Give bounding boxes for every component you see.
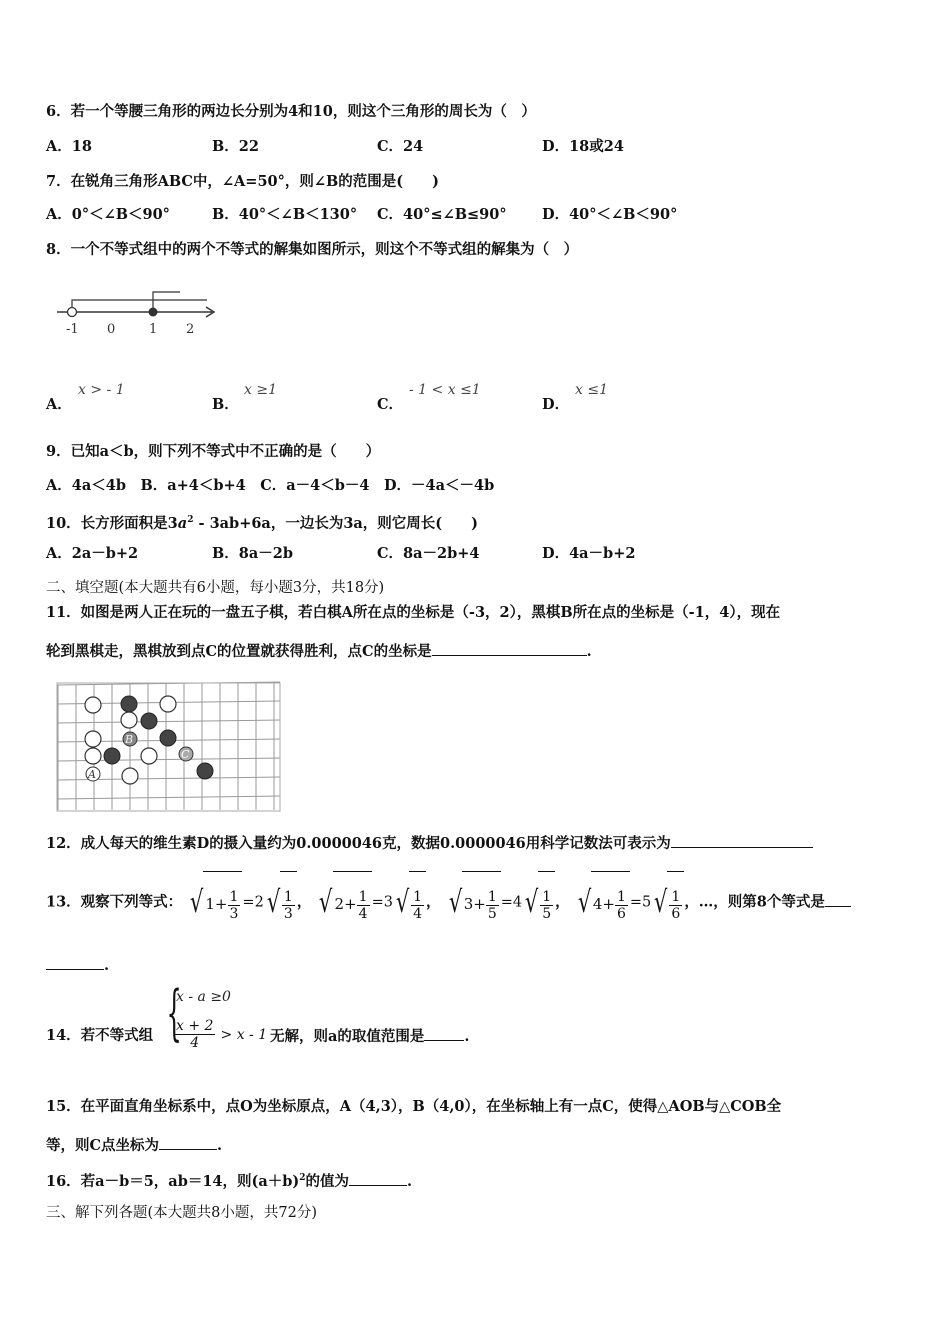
q7-option-b: B．40°＜∠B＜130° xyxy=(212,206,358,223)
q6-option-b: B．22 xyxy=(212,138,259,155)
black-stone xyxy=(104,748,120,764)
q15-end: . xyxy=(217,1137,223,1154)
q14-answer-blank xyxy=(424,1026,464,1041)
q14-frac-num: x + 2 xyxy=(176,1018,214,1034)
q10-option-d: D．4a－b+2 xyxy=(542,545,636,562)
q13-term-4-num: 1 xyxy=(616,888,626,905)
white-stone xyxy=(122,768,138,784)
q14-brace: { xyxy=(166,978,182,1048)
tick-label: 2 xyxy=(186,322,195,337)
q13-term-3-coef: =4 xyxy=(500,894,523,911)
q16-answer-blank xyxy=(349,1171,407,1186)
q14-ineq-tail: > x - 1 xyxy=(220,1027,268,1043)
q6-option-d: D．18或24 xyxy=(542,138,624,155)
black-stone xyxy=(141,713,157,729)
q13-term-4-rhs-num: 1 xyxy=(671,888,681,905)
white-stone xyxy=(121,712,137,728)
q13-continuation xyxy=(46,955,109,976)
question-13 xyxy=(46,871,851,931)
q13-term-3-int: 3 xyxy=(463,895,474,913)
q7-option-d: D．40°＜∠B＜90° xyxy=(542,206,678,223)
q10-text-b: a xyxy=(177,514,188,532)
question-8: 8．一个不等式组中的两个不等式的解集如图所示，则这个不等式组的解集为（ ） xyxy=(46,241,579,258)
q7-option-c: C．40°≤∠B≤90° xyxy=(377,206,507,223)
white-stone xyxy=(85,731,101,747)
q13-term-2-num: 1 xyxy=(358,888,368,905)
tick-label: 0 xyxy=(107,322,116,337)
question-16 xyxy=(46,1168,412,1192)
white-stone xyxy=(160,696,176,712)
section-3-heading: 三、解下列各题(本大题共8小题，共72分) xyxy=(46,1205,317,1221)
q13-term-3-rhs-num: 1 xyxy=(542,888,552,905)
q14-fraction xyxy=(174,1018,215,1051)
q13-term-4-rhs-den: 6 xyxy=(671,905,681,922)
q15-line-2-text: 等，则C点坐标为 xyxy=(46,1137,160,1154)
q13-term-1: √ 1+ $\frac{1}{3}$ xyxy=(187,871,242,934)
q13-term-2-rhs-num: 1 xyxy=(413,888,422,905)
white-stone xyxy=(85,748,101,764)
white-stone xyxy=(85,697,101,713)
q8-option-b: B． xyxy=(212,396,239,413)
closed-dot xyxy=(149,308,158,317)
number-line-figure xyxy=(52,288,222,338)
q13-term-3-den: 5 xyxy=(487,905,497,922)
q10-exponent: 2 xyxy=(187,515,194,525)
open-dot xyxy=(68,308,77,317)
solution-bracket-2 xyxy=(153,292,180,312)
q12-text: 12．成人每天的维生素D的摄入量约为0.0000046克，数据0.0000046用科学记数法可表示为 xyxy=(46,835,671,852)
q14-end: . xyxy=(464,1028,470,1045)
q13-prefix: 13．观察下列等式： xyxy=(46,893,183,911)
solution-bracket-1 xyxy=(72,300,207,312)
q14-inequality-2 xyxy=(174,1018,267,1051)
question-11-line-1: 11．如图是两人正在玩的一盘五子棋，若白棋A所在点的坐标是（-3，2），黑棋B所在点的坐标是（-1，4），现在 xyxy=(46,604,781,621)
q11-answer-blank xyxy=(432,641,587,656)
q13-sep: ， xyxy=(296,893,312,911)
q13-term-1-int: 1 xyxy=(205,895,215,913)
question-14-prefix: 14．若不等式组 xyxy=(46,1027,154,1044)
q13-sep: ， xyxy=(555,893,570,911)
q16-text: 16．若a－b＝5，ab＝14，则(a＋b) xyxy=(46,1172,300,1190)
q11-end: . xyxy=(586,643,592,660)
q13-term-3: √ 3+ $\frac{1}{5}$ xyxy=(446,871,501,934)
q8-option-d-math: x ≤1 xyxy=(575,382,608,398)
q13-term-1-den: 3 xyxy=(229,905,239,922)
q13-term-3-rhs-den: 5 xyxy=(542,905,552,922)
q13-term-3-num: 1 xyxy=(487,888,497,905)
q8-option-c-math: - 1 < x ≤1 xyxy=(409,382,481,398)
question-15-line-2 xyxy=(46,1135,222,1156)
q13-term-2-int: 2 xyxy=(334,895,345,913)
q10-option-b: B．8a－2b xyxy=(212,545,293,562)
q13-sep: ， xyxy=(426,893,441,911)
q13-term-1-num: 1 xyxy=(229,888,239,905)
stone-b-label: B xyxy=(125,733,134,746)
q6-option-a: A．18 xyxy=(46,138,92,155)
q14-inequality-1: x - a ≥0 xyxy=(176,989,231,1005)
question-6: 6．若一个等腰三角形的两边长分别为4和10，则这个三角形的周长为（ ） xyxy=(46,103,536,120)
q13-suffix: ，…，则第8个等式是 xyxy=(684,893,825,911)
q13-answer-blank xyxy=(825,892,851,907)
q13-term-2-rhs: √ $\frac{1}{4}$ xyxy=(393,871,426,934)
q15-answer-blank xyxy=(159,1135,217,1150)
q14-suffix-text: 无解，则a的取值范围是 xyxy=(270,1028,425,1045)
q8-option-a: A． xyxy=(46,396,72,413)
q12-answer-blank xyxy=(671,833,813,848)
q16-end: . xyxy=(407,1172,413,1190)
tick-label: 1 xyxy=(149,322,158,337)
question-7: 7．在锐角三角形ABC中，∠A=50°，则∠B的范围是( ) xyxy=(46,173,440,190)
q8-option-c: C． xyxy=(377,396,404,413)
q6-option-c: C．24 xyxy=(377,138,424,155)
q11-line-2-text: 轮到黑棋走，黑棋放到点C的位置就获得胜利，点C的坐标是 xyxy=(46,643,432,660)
q8-option-b-math: x ≥1 xyxy=(244,382,277,398)
q13-term-4-den: 6 xyxy=(616,905,626,922)
q10-option-a: A．2a－b+2 xyxy=(46,545,139,562)
q13-term-2: √ 2+ $\frac{1}{4}$ xyxy=(316,871,371,934)
q16-exponent: 2 xyxy=(299,1173,306,1183)
q13-term-1-rhs-num: 1 xyxy=(283,888,293,905)
question-10 xyxy=(46,510,478,534)
question-15-line-1: 15．在平面直角坐标系中，点O为坐标原点，A（4,3），B（4,0），在坐标轴上有一点C，使得△AOB与△COB全 xyxy=(46,1098,782,1115)
q10-option-c: C．8a－2b+4 xyxy=(377,545,480,562)
question-12 xyxy=(46,833,813,854)
q10-text-a: 10．长方形面积是3 xyxy=(46,514,178,532)
q13-term-2-rhs-den: 4 xyxy=(413,905,422,922)
section-2-heading: 二、填空题(本大题共有6小题，每小题3分，共18分) xyxy=(46,580,385,596)
black-stone xyxy=(160,730,176,746)
q14-frac-den: 4 xyxy=(190,1035,200,1051)
q13-term-2-coef: =3 xyxy=(371,894,393,911)
stone-c-label: C xyxy=(181,748,190,761)
q13-term-4: √ 4+ $\frac{1}{6}$ xyxy=(575,871,630,934)
q7-option-a: A．0°＜∠B＜90° xyxy=(46,206,170,223)
q8-option-d: D． xyxy=(542,396,570,413)
stone-a-label: A xyxy=(88,768,96,781)
q13-term-2-den: 4 xyxy=(358,905,368,922)
q13-term-4-int: 4 xyxy=(592,895,603,913)
question-14-suffix xyxy=(270,1026,469,1047)
black-stone xyxy=(121,696,137,712)
black-stone xyxy=(197,763,213,779)
q10-text-d: - 3ab+6a，一边长为3a，则它周长( ) xyxy=(193,514,479,532)
q8-option-a-math: x > - 1 xyxy=(78,382,125,398)
q13-term-3-rhs: √ $\frac{1}{5}$ xyxy=(522,871,555,934)
question-9: 9．已知a＜b，则下列不等式中不正确的是（ ） xyxy=(46,443,381,460)
q13-end: . xyxy=(104,957,110,974)
q13-term-1-rhs-den: 3 xyxy=(283,905,293,922)
tick-label: -1 xyxy=(66,322,79,337)
q13-term-1-coef: =2 xyxy=(242,894,264,911)
q16-tail: 的值为 xyxy=(305,1172,350,1190)
q9-options: A．4a＜4b B．a+4＜b+4 C．a－4＜b－4 D．－4a＜－4b xyxy=(46,477,495,494)
q13-term-4-rhs: √ $\frac{1}{6}$ xyxy=(651,871,684,934)
question-11-line-2 xyxy=(46,641,592,662)
q13-term-1-rhs: √ $\frac{1}{3}$ xyxy=(264,871,297,934)
gomoku-board-figure xyxy=(55,680,283,814)
q13-answer-blank-2 xyxy=(46,955,104,970)
q13-term-4-coef: =5 xyxy=(629,894,652,911)
white-stone xyxy=(141,748,157,764)
